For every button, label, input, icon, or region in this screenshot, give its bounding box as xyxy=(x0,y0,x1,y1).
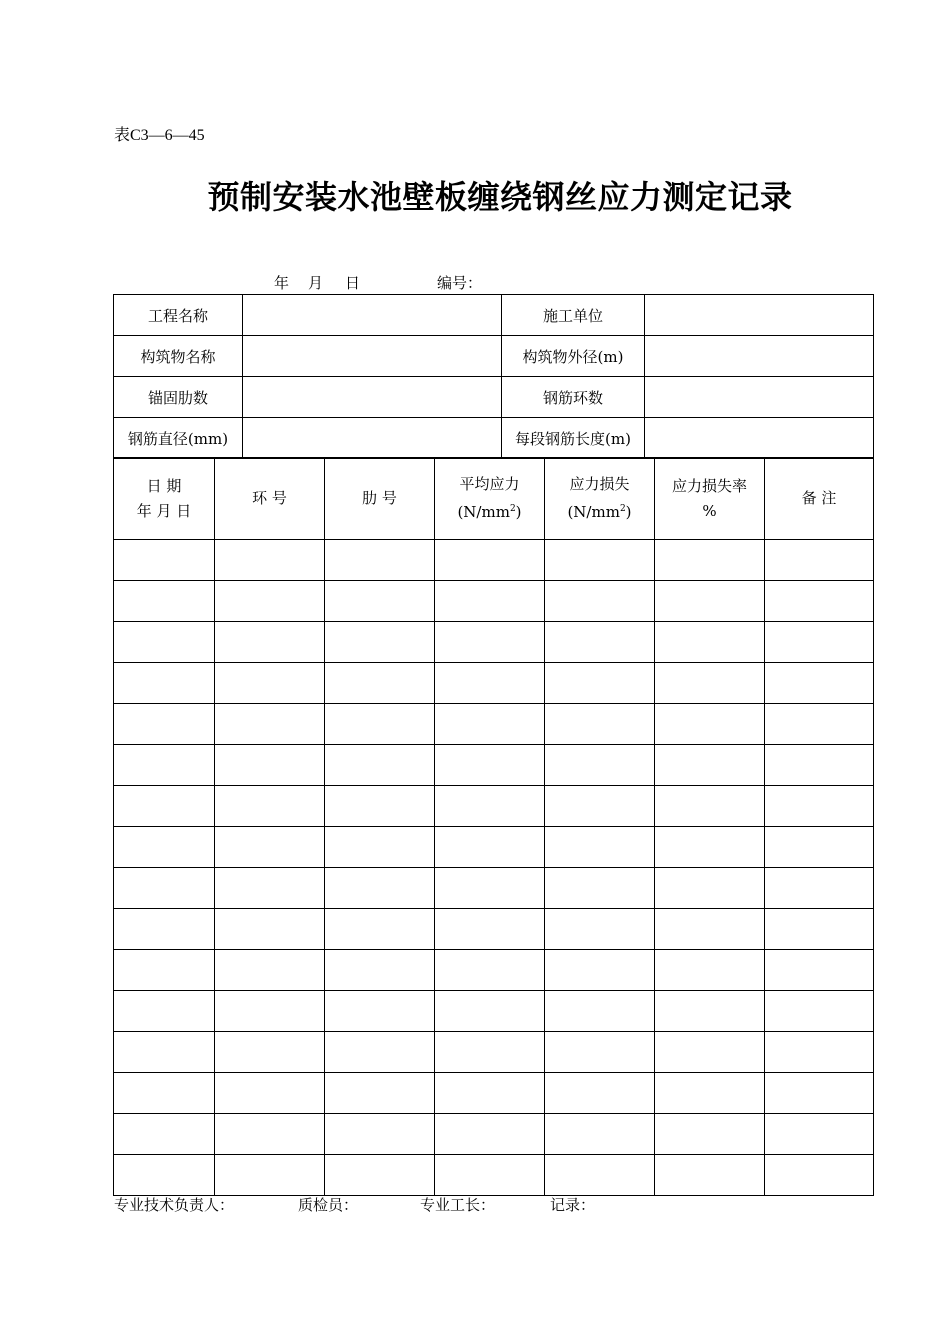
table-cell[interactable] xyxy=(215,1155,325,1196)
recorder-label: 记录： xyxy=(550,1196,596,1214)
table-cell[interactable] xyxy=(765,581,874,622)
table-cell[interactable] xyxy=(655,663,765,704)
col-stress-loss-header xyxy=(545,458,655,540)
table-cell[interactable] xyxy=(545,663,655,704)
table-cell[interactable] xyxy=(435,1155,545,1196)
table-cell[interactable] xyxy=(215,950,325,991)
table-cell[interactable] xyxy=(114,950,215,991)
table-cell[interactable] xyxy=(655,745,765,786)
date-month-label: 月 xyxy=(308,274,324,292)
table-cell[interactable] xyxy=(435,827,545,868)
table-cell[interactable] xyxy=(325,1114,435,1155)
table-cell[interactable] xyxy=(215,704,325,745)
stress-data-table xyxy=(113,457,874,1196)
structure-outer-diameter-field[interactable] xyxy=(645,336,874,377)
table-cell[interactable] xyxy=(215,581,325,622)
col-avg-stress-unit: $(N/mm^2)$ xyxy=(457,503,522,521)
table-cell[interactable] xyxy=(325,1155,435,1196)
table-cell[interactable] xyxy=(325,1032,435,1073)
table-cell[interactable] xyxy=(655,950,765,991)
project-name-field[interactable] xyxy=(243,295,502,336)
table-cell[interactable] xyxy=(435,909,545,950)
table-cell[interactable] xyxy=(114,704,215,745)
table-cell[interactable] xyxy=(655,704,765,745)
table-cell[interactable] xyxy=(655,1032,765,1073)
table-cell[interactable] xyxy=(545,909,655,950)
date-day-label: 日 xyxy=(345,274,361,292)
table-cell[interactable] xyxy=(325,786,435,827)
table-cell[interactable] xyxy=(765,786,874,827)
table-cell[interactable] xyxy=(435,786,545,827)
table-cell[interactable] xyxy=(765,1114,874,1155)
col-avg-stress-header xyxy=(435,458,545,540)
construction-unit-label: 施工单位 xyxy=(502,295,645,336)
table-cell[interactable] xyxy=(114,663,215,704)
table-cell[interactable] xyxy=(545,1155,655,1196)
rebar-rings-label: 钢筋环数 xyxy=(502,377,645,418)
table-cell[interactable] xyxy=(655,909,765,950)
table-cell[interactable] xyxy=(114,581,215,622)
table-cell[interactable] xyxy=(325,950,435,991)
table-row xyxy=(114,950,874,991)
table-cell[interactable] xyxy=(435,581,545,622)
table-cell[interactable] xyxy=(545,581,655,622)
structure-name-field[interactable] xyxy=(243,336,502,377)
table-row xyxy=(114,868,874,909)
col-avg-stress-line1: 平均应力 xyxy=(459,475,520,493)
info-row xyxy=(114,336,874,377)
table-cell[interactable] xyxy=(765,1073,874,1114)
foreman-label: 专业工长： xyxy=(420,1196,496,1214)
table-cell[interactable] xyxy=(215,622,325,663)
col-rib-no-header: 肋 号 xyxy=(325,458,435,540)
table-cell[interactable] xyxy=(545,868,655,909)
table-cell[interactable] xyxy=(114,786,215,827)
table-cell[interactable] xyxy=(435,1032,545,1073)
table-cell[interactable] xyxy=(325,868,435,909)
col-remarks-header: 备 注 xyxy=(765,458,874,540)
table-cell[interactable] xyxy=(114,1032,215,1073)
table-row xyxy=(114,1032,874,1073)
table-cell[interactable] xyxy=(655,622,765,663)
table-cell[interactable] xyxy=(325,663,435,704)
rebar-diameter-field[interactable] xyxy=(243,418,502,459)
table-cell[interactable] xyxy=(545,704,655,745)
table-row xyxy=(114,786,874,827)
table-cell[interactable] xyxy=(765,622,874,663)
table-cell[interactable] xyxy=(114,1155,215,1196)
table-cell[interactable] xyxy=(114,1073,215,1114)
table-cell[interactable] xyxy=(325,827,435,868)
table-row xyxy=(114,622,874,663)
info-row xyxy=(114,295,874,336)
table-cell[interactable] xyxy=(435,622,545,663)
anchor-ribs-label: 锚固肋数 xyxy=(114,377,243,418)
table-cell[interactable] xyxy=(765,745,874,786)
table-cell[interactable] xyxy=(545,786,655,827)
table-cell[interactable] xyxy=(655,1114,765,1155)
table-cell[interactable] xyxy=(435,745,545,786)
table-cell[interactable] xyxy=(114,1114,215,1155)
table-cell[interactable] xyxy=(765,991,874,1032)
table-cell[interactable] xyxy=(435,991,545,1032)
info-table xyxy=(113,294,874,459)
col-loss-rate-line2: % xyxy=(702,501,717,520)
table-cell[interactable] xyxy=(765,1032,874,1073)
table-row xyxy=(114,1155,874,1196)
table-cell[interactable] xyxy=(325,581,435,622)
table-cell[interactable] xyxy=(215,1073,325,1114)
table-row xyxy=(114,827,874,868)
rebar-diameter-label: 钢筋直径(mm) xyxy=(114,418,243,459)
table-row xyxy=(114,909,874,950)
table-cell[interactable] xyxy=(545,540,655,581)
table-cell[interactable] xyxy=(545,1073,655,1114)
table-cell[interactable] xyxy=(655,786,765,827)
table-cell[interactable] xyxy=(215,1032,325,1073)
header-row xyxy=(114,458,874,540)
table-cell[interactable] xyxy=(114,991,215,1032)
table-cell[interactable] xyxy=(114,622,215,663)
table-cell[interactable] xyxy=(545,1032,655,1073)
number-label: 编号： xyxy=(437,274,483,292)
info-row xyxy=(114,377,874,418)
table-cell[interactable] xyxy=(215,1114,325,1155)
info-row xyxy=(114,418,874,459)
table-cell[interactable] xyxy=(435,1114,545,1155)
col-stress-loss-unit: $(N/mm^2)$ xyxy=(567,503,632,521)
table-cell[interactable] xyxy=(765,663,874,704)
table-cell[interactable] xyxy=(435,704,545,745)
col-loss-rate-line1: 应力损失率 xyxy=(671,476,747,495)
table-cell[interactable] xyxy=(114,827,215,868)
construction-unit-field[interactable] xyxy=(645,295,874,336)
table-row xyxy=(114,745,874,786)
table-cell[interactable] xyxy=(114,909,215,950)
table-cell[interactable] xyxy=(325,540,435,581)
table-cell[interactable] xyxy=(655,581,765,622)
table-cell[interactable] xyxy=(215,991,325,1032)
col-ring-no-header: 环 号 xyxy=(215,458,325,540)
table-cell[interactable] xyxy=(765,950,874,991)
table-cell[interactable] xyxy=(215,540,325,581)
table-row xyxy=(114,540,874,581)
table-cell[interactable] xyxy=(215,745,325,786)
table-cell[interactable] xyxy=(325,622,435,663)
table-cell[interactable] xyxy=(545,745,655,786)
table-cell[interactable] xyxy=(655,540,765,581)
table-cell[interactable] xyxy=(655,991,765,1032)
table-row xyxy=(114,1114,874,1155)
table-cell[interactable] xyxy=(765,1155,874,1196)
table-row xyxy=(114,1073,874,1114)
page-title: 预制安装水池壁板缠绕钢丝应力测定记录 xyxy=(207,178,793,216)
table-cell[interactable] xyxy=(114,745,215,786)
rebar-rings-field[interactable] xyxy=(645,377,874,418)
anchor-ribs-field[interactable] xyxy=(243,377,502,418)
table-row xyxy=(114,581,874,622)
table-cell[interactable] xyxy=(765,704,874,745)
col-date-header xyxy=(114,458,215,540)
table-cell[interactable] xyxy=(435,868,545,909)
table-cell[interactable] xyxy=(655,827,765,868)
table-row xyxy=(114,991,874,1032)
table-cell[interactable] xyxy=(545,991,655,1032)
col-date-line1: 日 期 xyxy=(146,476,182,495)
structure-name-label: 构筑物名称 xyxy=(114,336,243,377)
inspector-label: 质检员： xyxy=(298,1196,359,1214)
table-cell[interactable] xyxy=(765,868,874,909)
col-stress-loss-line1: 应力损失 xyxy=(569,475,630,493)
table-cell[interactable] xyxy=(765,827,874,868)
table-cell[interactable] xyxy=(435,663,545,704)
table-cell[interactable] xyxy=(435,950,545,991)
table-cell[interactable] xyxy=(325,909,435,950)
table-cell[interactable] xyxy=(545,827,655,868)
col-date-line2: 年 月 日 xyxy=(136,501,192,520)
data-rows xyxy=(114,540,874,1196)
table-cell[interactable] xyxy=(215,663,325,704)
segment-rebar-length-label: 每段钢筋长度(m) xyxy=(502,418,645,459)
table-cell[interactable] xyxy=(435,1073,545,1114)
date-year-label: 年 xyxy=(274,274,290,292)
table-cell[interactable] xyxy=(325,704,435,745)
project-name-label: 工程名称 xyxy=(114,295,243,336)
table-cell[interactable] xyxy=(435,540,545,581)
table-cell[interactable] xyxy=(655,868,765,909)
table-cell[interactable] xyxy=(215,909,325,950)
table-row xyxy=(114,704,874,745)
table-cell[interactable] xyxy=(545,950,655,991)
segment-rebar-length-field[interactable] xyxy=(645,418,874,459)
table-cell[interactable] xyxy=(215,786,325,827)
tech-lead-label: 专业技术负责人： xyxy=(114,1196,235,1214)
table-cell[interactable] xyxy=(325,745,435,786)
table-cell[interactable] xyxy=(325,991,435,1032)
table-cell[interactable] xyxy=(215,868,325,909)
table-cell[interactable] xyxy=(765,909,874,950)
table-cell[interactable] xyxy=(325,1073,435,1114)
table-cell[interactable] xyxy=(114,868,215,909)
table-cell[interactable] xyxy=(215,827,325,868)
col-loss-rate-header xyxy=(655,458,765,540)
table-row xyxy=(114,663,874,704)
table-cell[interactable] xyxy=(655,1073,765,1114)
table-cell[interactable] xyxy=(655,1155,765,1196)
table-cell[interactable] xyxy=(765,540,874,581)
form-code: 表C3—6—45 xyxy=(114,127,205,144)
structure-outer-diameter-label: 构筑物外径(m) xyxy=(502,336,645,377)
table-cell[interactable] xyxy=(545,1114,655,1155)
table-cell[interactable] xyxy=(545,622,655,663)
table-cell[interactable] xyxy=(114,540,215,581)
